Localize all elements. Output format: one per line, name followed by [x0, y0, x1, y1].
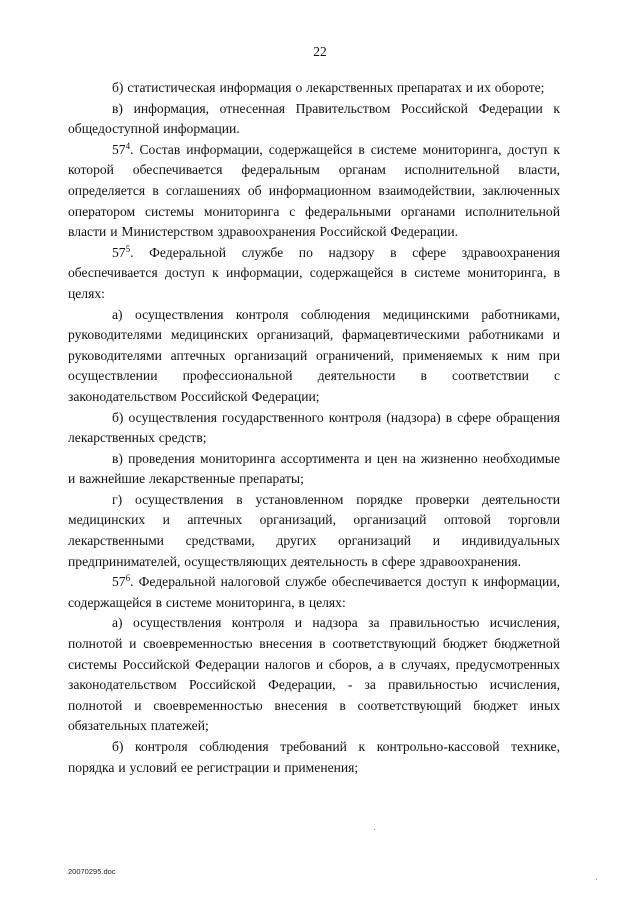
paragraph-57-6: $57^6$. Федеральной налоговой службе обеспечивается доступ к информации, содержащейся в системе мониторинга, в целях:	[68, 573, 560, 610]
document-body	[68, 78, 560, 778]
paragraph-b-state-control: б) осуществления государственного контроля (надзора) в сфере обращения лекарственных средств;	[68, 409, 560, 446]
paragraph-a-tax-control: а) осуществления контроля и надзора за правильностью исчисления, полнотой и своевременностью внесения в соответствующий бюджет бюджетной системы Российской Федерации налогов и сборов, а в случаях, предусмотренных законодательством Российской Федерации, - за правильностью исчисления, полнотой и своевременностью внесения в соответствующий бюджет иных обязательных платежей;	[68, 615, 560, 734]
paragraph-g-inspections: г) осуществления в установленном порядке проверки деятельности медицинских и аптечных организаций, организаций оптовой торговли лекарственными средствами, других организаций и индивидуальных предпринимателей, осуществляющих деятельность в сфере здравоохранения.	[68, 491, 560, 569]
paragraph-a-control-restrictions: а) осуществления контроля соблюдения медицинскими работниками, руководителями медицинских организаций, фармацевтическими работниками и руководителями аптечных организаций ограничений, применяемых к ним при осуществлении профессиональной деятельности в соответствии с законодательством Российской Федерации;	[68, 306, 560, 404]
paragraph-b-statistical-info: б) статистическая информация о лекарственных препаратах и их обороте;	[112, 80, 545, 95]
paragraph-57-5: $57^5$. Федеральной службе по надзору в сфере здравоохранения обеспечивается доступ к информации, содержащейся в системе мониторинга, в целях:	[68, 243, 560, 301]
clause-number: 57	[112, 574, 126, 590]
scan-speck	[596, 879, 597, 880]
clause-number: 57	[112, 244, 126, 260]
paragraph-v-monitoring-prices: в) проведения мониторинга ассортимента и цен на жизненно необходимые и важнейшие лекарственные препараты;	[68, 450, 560, 487]
paragraph-v-public-info: в) информация, отнесенная Правительством Российской Федерации к общедоступной информации.	[68, 100, 560, 137]
clause-superscript: 4	[125, 140, 131, 151]
footer-filename: 20070295.doc	[68, 867, 116, 876]
scan-speck	[374, 829, 375, 830]
clause-number: 57	[112, 141, 126, 157]
paragraph-57-4: $57^4$. Состав информации, содержащейся в системе мониторинга, доступ к которой обеспечивается федеральным органам исполнительной власти, определяется в соглашениях об информационном взаимодействии, заключенных оператором системы мониторинга с федеральными органами исполнительной власти и Министерством здравоохранения Российской Федерации.	[68, 140, 560, 240]
paragraph-b-cash-register-control: б) контроля соблюдения требований к контрольно-кассовой технике, порядка и условий ее регистрации и применения;	[68, 739, 560, 775]
clause-superscript: 6	[125, 573, 131, 584]
clause-superscript: 5	[125, 243, 131, 254]
page-number: 22	[313, 44, 327, 59]
